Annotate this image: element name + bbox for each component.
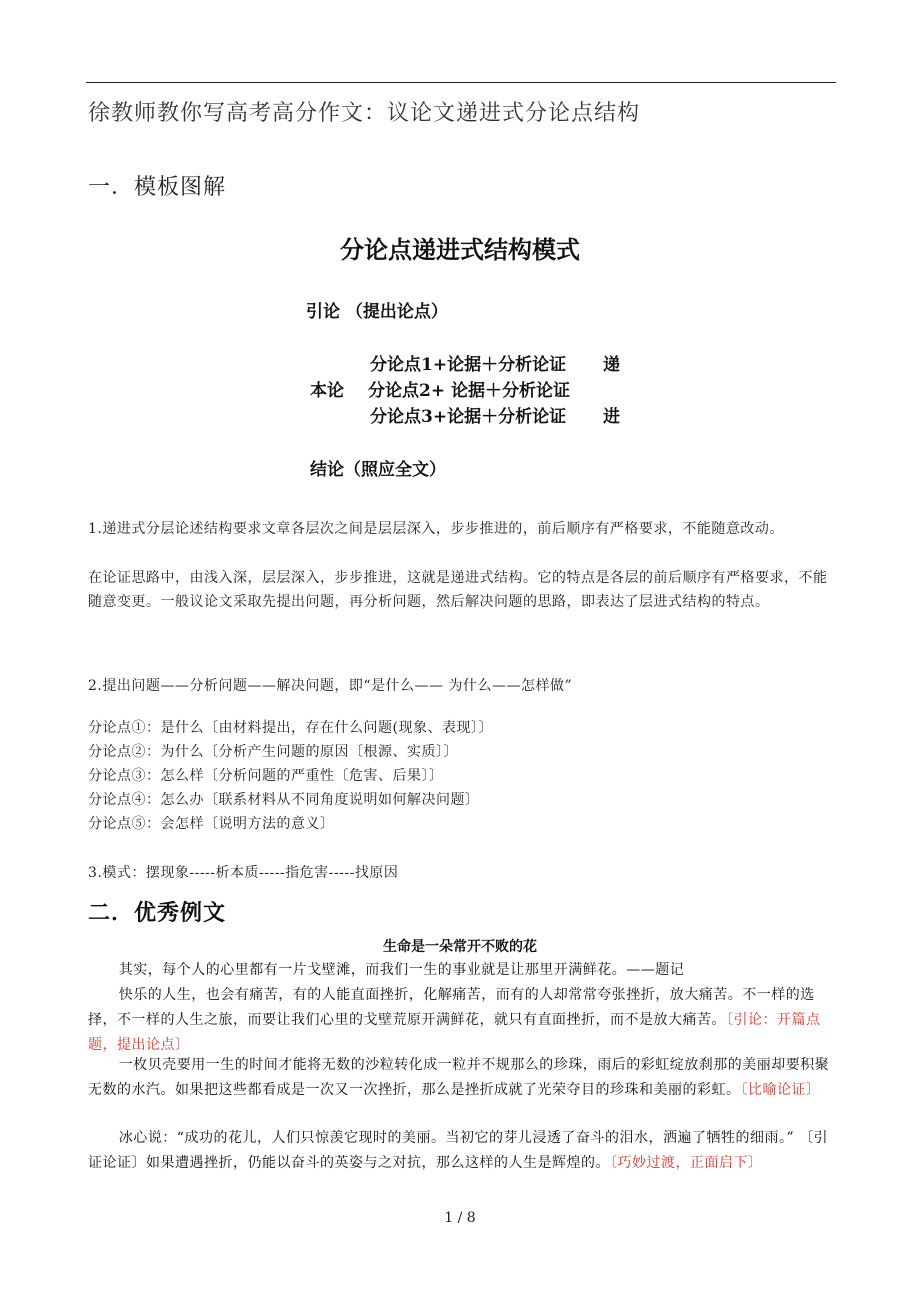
diagram-point-3: 分论点3+论据＋分析论证 — [370, 407, 567, 427]
note-paragraph-2: 2.提出问题——分析问题——解决问题，即“是什么—— 为什么——怎样做” — [88, 678, 573, 694]
annotation-4: 〔巧妙过渡，正面启下〕 — [610, 1155, 763, 1171]
sub-point-5: 分论点⑤：会怎样〔说明方法的意义〕 — [88, 816, 335, 832]
essay-paragraph-4: 冰心说：“成功的花儿，人们只惊羡它现时的美丽。当初它的芽儿浸透了奋斗的泪水，洒遍了牺牲的细雨。” 〔引证论证〕如果遭遇挫折，仍能以奋斗的英姿与之对抗，那么这样的人生是辉煌的。〔巧妙过渡，正面启下〕 — [88, 1130, 829, 1171]
sub-point-3: 分论点③：怎么样〔分析问题的严重性〔危害、后果〕〕 — [88, 768, 444, 784]
diagram-side-top: 递 — [603, 355, 620, 375]
sub-point-2: 分论点②：为什么〔分析产生问题的原因〔根源、实质〕〕 — [88, 744, 458, 760]
diagram-point-1: 分论点1+论据＋分析论证 — [370, 355, 567, 375]
diagram-conclusion: 结论（照应全文） — [310, 460, 446, 480]
essay-paragraph-2: 快乐的人生，也会有痛苦，有的人能直面挫折，化解痛苦，而有的人却常常夸张挫折，放大痛苦。不一样的选择，不一样的人生之旅，而要让我们心里的戈壁荒原开满鲜花，就只有直面挫折，而不是放大痛苦。〔引论：开篇点题，提出论点〕 — [88, 987, 821, 1053]
note-paragraph-1b: 在论证思路中，由浅入深，层层深入，步步推进，这就是递进式结构。它的特点是各层的前后顺序有严格要求，不能随意变更。一般议论文采取先提出问题，再分析问题，然后解决问题的思路，即表达了层进式结构的特点。 — [88, 570, 828, 610]
sub-point-4: 分论点④：怎么办〔联系材料从不同角度说明如何解决问题〕 — [88, 792, 480, 808]
document-title: 徐教师教你写高考高分作文：议论文递进式分论点结构 — [88, 101, 641, 126]
sub-point-1: 分论点①：是什么〔由材料提出，存在什么问题(现象、表现〕〕 — [88, 720, 493, 736]
section-heading-example: 二．优秀例文 — [88, 900, 227, 926]
essay-paragraph-3: 一枚贝壳要用一生的时间才能将无数的沙粒转化成一粒并不规那么的珍珠，雨后的彩虹绽放刹那的美丽却要积聚无数的水汽。如果把这些都看成是一次又一次挫折，那么是挫折成就了光荣夺目的珍珠和美丽的彩虹。〔比喻论证〕 — [88, 1057, 830, 1098]
diagram-side-bottom: 进 — [603, 407, 620, 427]
diagram-title: 分论点递进式结构模式 — [340, 235, 580, 264]
annotation-2: 〔引论：开篇点题，提出论点〕 — [88, 1012, 821, 1053]
diagram-body-label: 本论 — [310, 381, 344, 401]
diagram-intro: 引论 （提出论点） — [306, 302, 448, 322]
note-paragraph-1: 1.递进式分层论述结构要求文章各层次之间是层层深入，步步推进的，前后顺序有严格要求，不能随意改动。 — [88, 521, 784, 537]
diagram-point-2: 分论点2+ 论据＋分析论证 — [368, 381, 570, 401]
section-heading-template: 一．模板图解 — [88, 175, 227, 200]
page-number: 1 / 8 — [444, 1210, 476, 1226]
note-paragraph-3: 3.模式：摆现象-----析本质-----指危害-----找原因 — [88, 865, 399, 881]
essay-title: 生命是一朵常开不败的花 — [383, 939, 537, 955]
essay-paragraph-1: 其实，每个人的心里都有一片戈壁滩，而我们一生的事业就是让那里开满鲜花。——题记 — [118, 962, 685, 978]
header-rule — [86, 82, 836, 83]
annotation-3: 〔比喻论证〕 — [740, 1082, 821, 1098]
